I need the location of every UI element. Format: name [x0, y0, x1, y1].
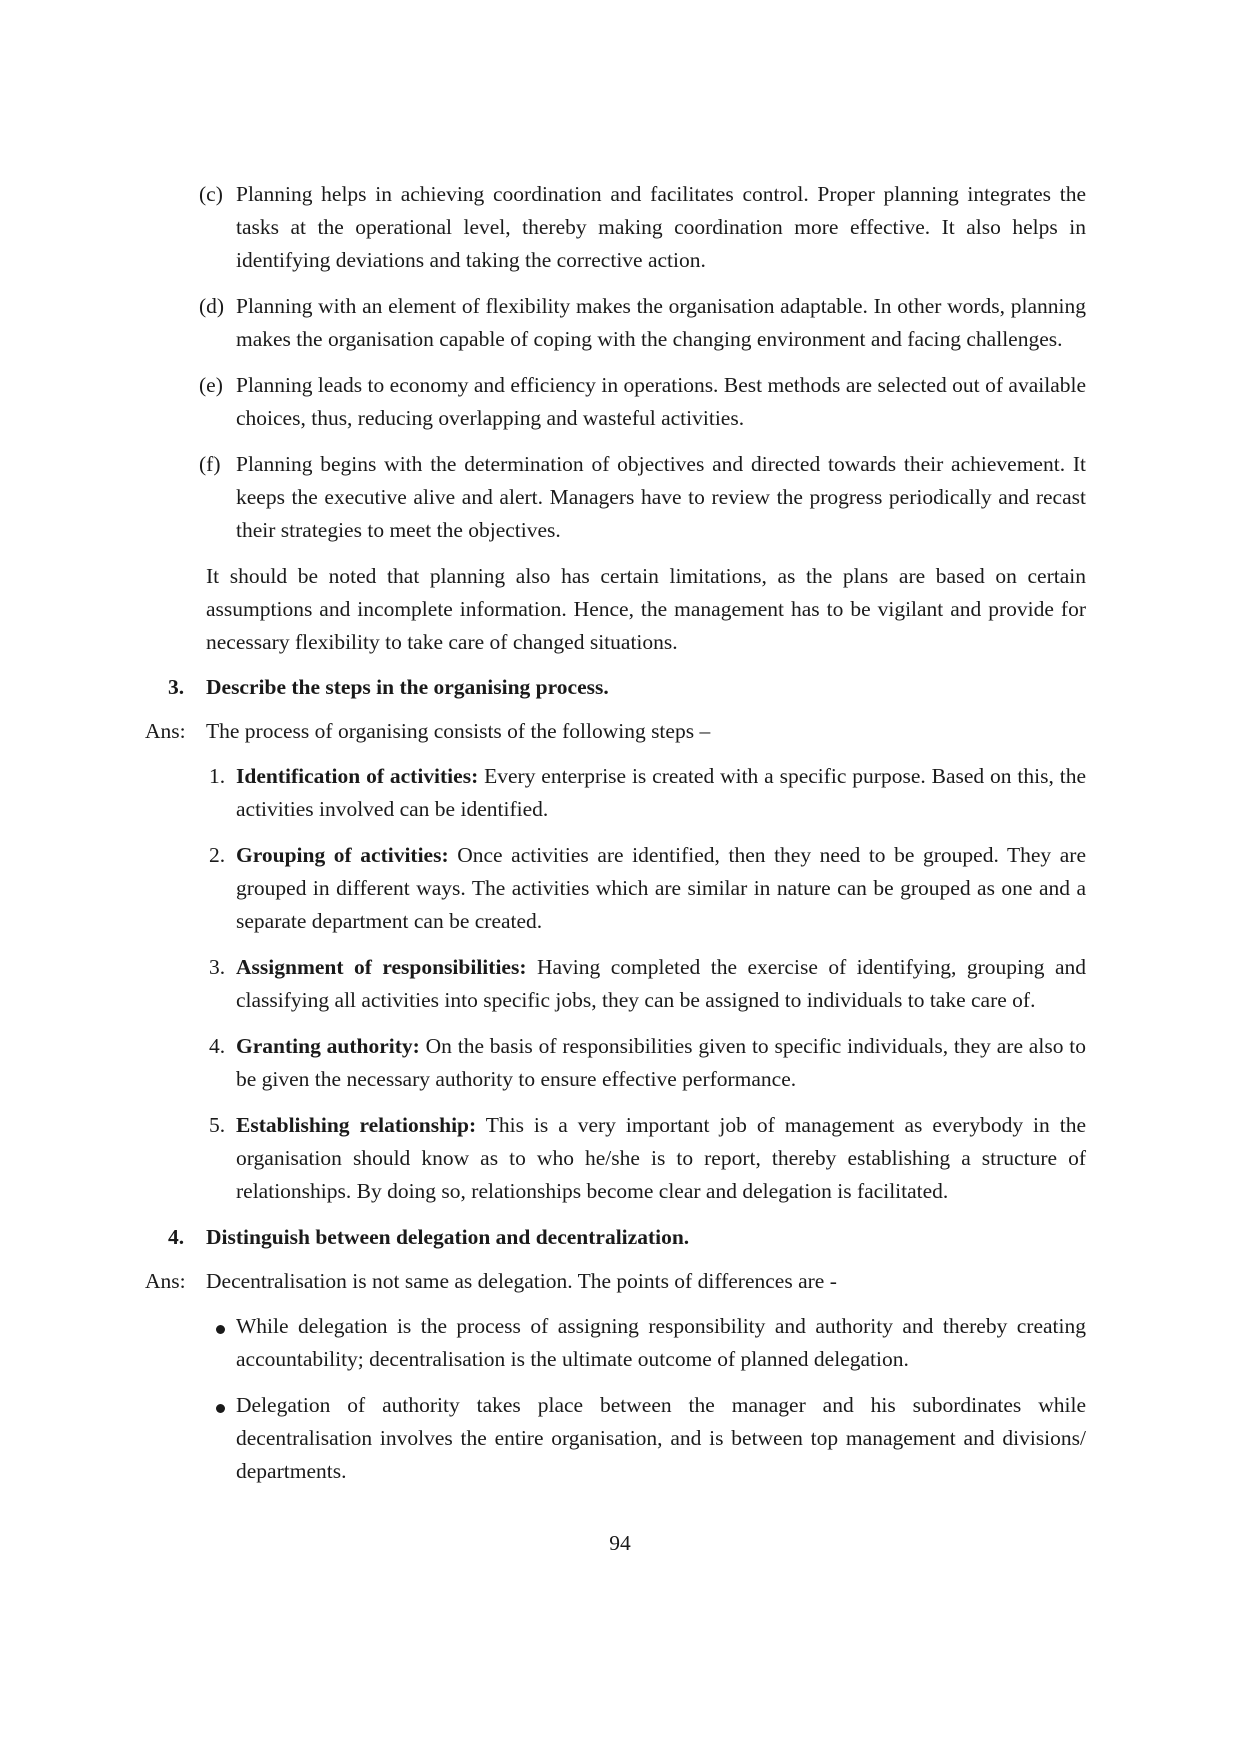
- bullet-item: [236, 1310, 1086, 1376]
- answer-3-intro: [145, 715, 1086, 748]
- question-4: [168, 1221, 1086, 1254]
- page-number: 94: [609, 1531, 631, 1555]
- point-label: (e): [199, 373, 223, 397]
- step-text: Once activities are identified, then they need to be grouped. They are grouped in different ways. The activities which are similar in nature can be grouped as one and a separate department can be created.: [236, 843, 1087, 933]
- step-text: Every enterprise is created with a specific purpose. Based on this, the activities involved can be identified.: [236, 764, 1086, 821]
- point-label: (f): [199, 452, 221, 476]
- step-item: [209, 951, 1086, 1017]
- step-number: 5.: [209, 1113, 226, 1137]
- question-number: 3.: [168, 675, 185, 699]
- limitations-note: It should be noted that planning also has certain limitations, as the plans are based on certain assumptions and incomplete information. Hence, the management has to be vigilant and provide for necessary flexibility to take care of changed situations.: [206, 564, 1086, 654]
- step-title: Establishing relationship:: [236, 1113, 477, 1137]
- page-content: [0, 178, 1240, 1501]
- ans-label: Ans:: [145, 1269, 186, 1293]
- point-label: (d): [199, 294, 225, 318]
- planning-point-e: [199, 369, 1086, 435]
- step-number: 3.: [209, 955, 226, 979]
- step-item: [209, 1030, 1086, 1096]
- planning-point-c: [199, 178, 1086, 277]
- question-text: Distinguish between delegation and decentralization.: [206, 1225, 690, 1249]
- planning-point-f: [199, 448, 1086, 547]
- ans-label: Ans:: [145, 719, 186, 743]
- step-text: Having completed the exercise of identifying, grouping and classifying all activities into specific jobs, they can be assigned to individuals to take care of.: [236, 955, 1086, 1012]
- answer-intro: The process of organising consists of the following steps –: [206, 719, 711, 743]
- bullet-icon: [216, 1404, 225, 1413]
- bullet-item: [236, 1389, 1086, 1488]
- step-item: [209, 760, 1086, 826]
- bullet-icon: [216, 1325, 225, 1334]
- point-text: Planning leads to economy and efficiency in operations. Best methods are selected out of available choices, thus, reducing overlapping and wasteful activities.: [236, 373, 1086, 430]
- point-label: (c): [199, 182, 223, 206]
- step-title: Granting authority:: [236, 1034, 420, 1058]
- step-item: [209, 1109, 1086, 1208]
- step-title: Identification of activities:: [236, 764, 479, 788]
- bullet-text: While delegation is the process of assigning responsibility and authority and thereby creating accountability; decentralisation is the ultimate outcome of planned delegation.: [236, 1314, 1086, 1371]
- question-3: [168, 671, 1086, 704]
- step-number: 1.: [209, 764, 226, 788]
- step-title: Grouping of activities:: [236, 843, 449, 867]
- point-text: Planning with an element of flexibility makes the organisation adaptable. In other words, planning makes the organisation capable of coping with the changing environment and facing challenges.: [236, 294, 1086, 351]
- point-text: Planning begins with the determination of objectives and directed towards their achievement. It keeps the executive alive and alert. Managers have to review the progress periodically and recast their strategies to meet the objectives.: [236, 452, 1086, 542]
- step-number: 4.: [209, 1034, 226, 1058]
- answer-4-intro: [145, 1265, 1086, 1298]
- planning-point-d: [199, 290, 1086, 356]
- step-text: This is a very important job of management as everybody in the organisation should know as to who he/she is to report, thereby establishing a structure of relationships. By doing so, relationships become clear and delegation is facilitated.: [236, 1113, 1086, 1203]
- step-number: 2.: [209, 843, 226, 867]
- answer-intro: Decentralisation is not same as delegation. The points of differences are -: [206, 1269, 837, 1293]
- bullet-text: Delegation of authority takes place between the manager and his subordinates while decentralisation involves the entire organisation, and is between top management and divisions/ departments.: [236, 1393, 1086, 1483]
- step-title: Assignment of responsibilities:: [236, 955, 527, 979]
- question-number: 4.: [168, 1225, 185, 1249]
- point-text: Planning helps in achieving coordination and facilitates control. Proper planning integrates the tasks at the operational level, thereby making coordination more effective. It also helps in identifying deviations and taking the corrective action.: [236, 182, 1086, 272]
- step-text: On the basis of responsibilities given to specific individuals, they are also to be given the necessary authority to ensure effective performance.: [236, 1034, 1086, 1091]
- step-item: [209, 839, 1087, 938]
- question-text: Describe the steps in the organising process.: [206, 675, 609, 699]
